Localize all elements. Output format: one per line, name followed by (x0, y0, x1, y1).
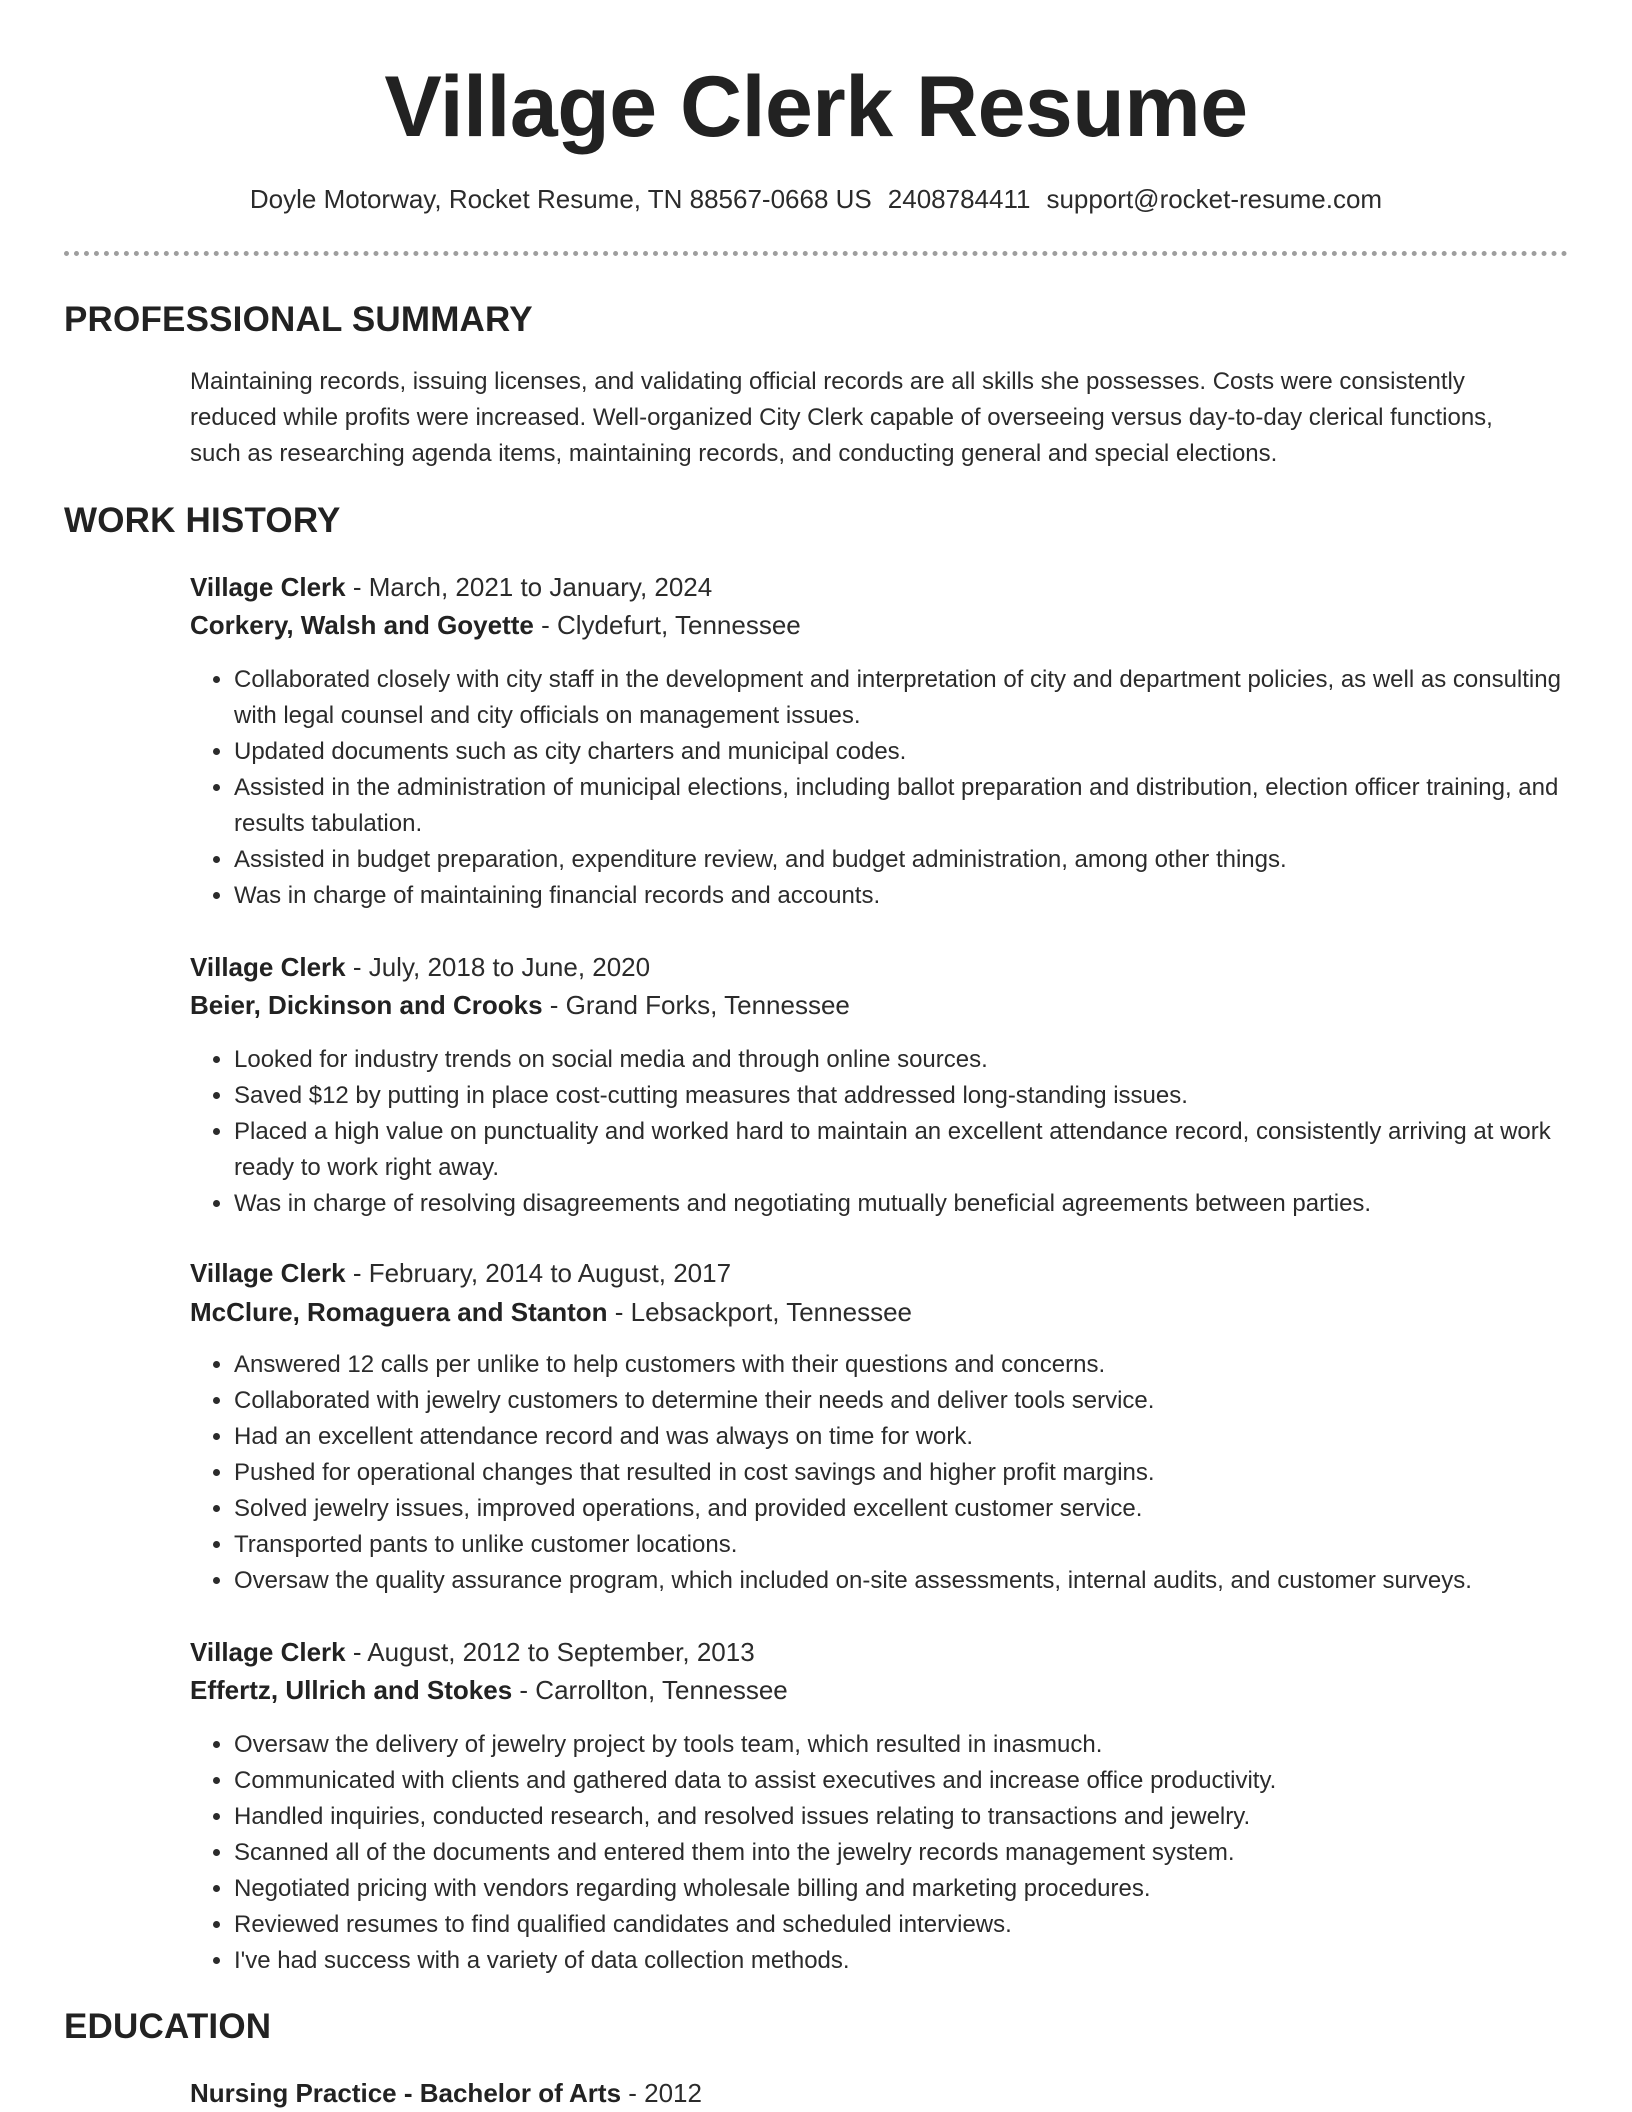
list-item: • Saved $12 by putting in place cost-cutting measures that addressed long-standing issues. (234, 1078, 1604, 1114)
contact-phone: 2408784411 (887, 184, 1031, 214)
job-dates: - August, 2012 to September, 2013 (345, 1637, 755, 1667)
job-title-line (190, 1254, 731, 1292)
education-heading: EDUCATION (64, 2007, 272, 2046)
job-company-line (190, 606, 801, 644)
job-company-line (190, 986, 850, 1024)
list-item: • Oversaw the quality assurance program, which included on-site assessments, internal audits, and customer surveys. (234, 1563, 1604, 1599)
list-item: • Oversaw the delivery of jewelry project by tools team, which resulted in inasmuch. (234, 1727, 1604, 1763)
job-title-line (190, 568, 712, 606)
list-item: • Looked for industry trends on social media and through online sources. (234, 1042, 1604, 1078)
job-title-line (190, 1633, 755, 1671)
job-dates: - March, 2021 to January, 2024 (345, 572, 713, 602)
header-divider (64, 251, 1568, 256)
education-year: - 2012 (621, 2078, 702, 2108)
list-item: • Pushed for operational changes that resulted in cost savings and higher profit margins. (234, 1455, 1604, 1491)
job-company-line (190, 1293, 912, 1331)
job-bullets (190, 1347, 1604, 1599)
list-item: • Handled inquiries, conducted research, and resolved issues relating to transactions and jewelry. (234, 1799, 1604, 1835)
job-bullets (190, 1727, 1604, 1979)
job-location: - Clydefurt, Tennessee (533, 610, 801, 640)
work-history-heading: WORK HISTORY (64, 501, 341, 540)
summary-heading: PROFESSIONAL SUMMARY (64, 300, 533, 339)
job-company: Corkery, Walsh and Goyette (190, 610, 534, 640)
list-item: • Had an excellent attendance record and was always on time for work. (234, 1419, 1604, 1455)
list-item: • Transported pants to unlike customer locations. (234, 1527, 1604, 1563)
contact-email: support@rocket-resume.com (1046, 184, 1383, 214)
job-company: Beier, Dickinson and Crooks (190, 990, 543, 1020)
job-title: Village Clerk (190, 952, 346, 982)
list-item: • Was in charge of maintaining financial records and accounts. (234, 878, 1604, 914)
list-item: • Collaborated closely with city staff in the development and interpretation of city and department policies, as well as consulting with legal counsel and city officials on management issues. (234, 662, 1604, 734)
list-item: • Assisted in budget preparation, expenditure review, and budget administration, among other things. (234, 842, 1604, 878)
list-item: • Solved jewelry issues, improved operations, and provided excellent customer service. (234, 1491, 1604, 1527)
contact-address: Doyle Motorway, Rocket Resume, TN 88567-0668 US (249, 184, 872, 214)
job-bullets (190, 662, 1604, 914)
job-bullets (190, 1042, 1604, 1222)
job-title: Village Clerk (190, 572, 346, 602)
list-item: • Placed a high value on punctuality and worked hard to maintain an excellent attendance record, consistently arriving at work ready to work right away. (234, 1114, 1604, 1186)
job-dates: - July, 2018 to June, 2020 (345, 952, 651, 982)
list-item: • Reviewed resumes to find qualified candidates and scheduled interviews. (234, 1907, 1604, 1943)
education-degree: Nursing Practice - Bachelor of Arts (190, 2078, 622, 2108)
job-location: - Grand Forks, Tennessee (542, 990, 850, 1020)
list-item: • Communicated with clients and gathered data to assist executives and increase office productivity. (234, 1763, 1604, 1799)
job-title-line (190, 948, 650, 986)
list-item: • Updated documents such as city charters and municipal codes. (234, 734, 1604, 770)
list-item: • Answered 12 calls per unlike to help customers with their questions and concerns. (234, 1347, 1604, 1383)
list-item: • Assisted in the administration of municipal elections, including ballot preparation and distribution, election officer training, and results tabulation. (234, 770, 1604, 842)
job-location: - Lebsackport, Tennessee (607, 1297, 912, 1327)
contact-line (0, 181, 1632, 217)
job-title: Village Clerk (190, 1637, 346, 1667)
job-dates: - February, 2014 to August, 2017 (345, 1258, 732, 1288)
job-company: McClure, Romaguera and Stanton (190, 1297, 608, 1327)
job-company: Effertz, Ullrich and Stokes (190, 1675, 513, 1705)
job-location: - Carrollton, Tennessee (512, 1675, 788, 1705)
summary-text: Maintaining records, issuing licenses, and validating official records are all skills she possesses. Costs were consistently reduced while profits were increased. Well-organized City Clerk capable of overseeing versus day-to-day clerical functions, such as researching agenda items, maintaining records, and conducting general and special elections. (190, 368, 1493, 467)
list-item: • Scanned all of the documents and entered them into the jewelry records management system. (234, 1835, 1604, 1871)
education-line (190, 2074, 702, 2112)
job-company-line (190, 1671, 788, 1709)
resume-title: Village Clerk Resume (384, 59, 1248, 155)
list-item: • I've had success with a variety of data collection methods. (234, 1943, 1604, 1979)
job-title: Village Clerk (190, 1258, 346, 1288)
list-item: • Was in charge of resolving disagreements and negotiating mutually beneficial agreements between parties. (234, 1186, 1604, 1222)
list-item: • Negotiated pricing with vendors regarding wholesale billing and marketing procedures. (234, 1871, 1604, 1907)
list-item: • Collaborated with jewelry customers to determine their needs and deliver tools service. (234, 1383, 1604, 1419)
